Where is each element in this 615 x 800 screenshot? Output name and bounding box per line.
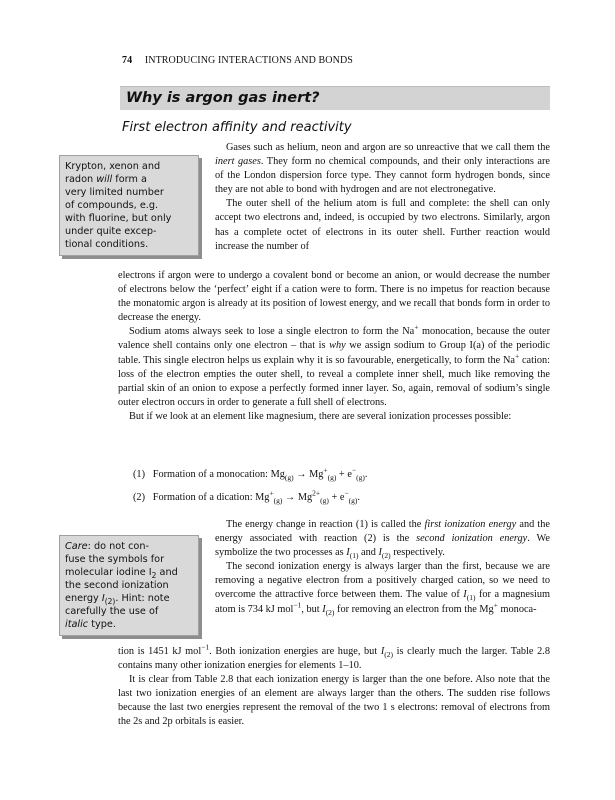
margin-note-care: Care: do not con- fuse the symbols for molecular iodine $I_2$ and the second ionization energy $I_{(2)}$. Hint: note carefully the use of italic type. bbox=[59, 535, 199, 636]
paragraph-outer-shell: The outer shell of the helium atom is full and complete: the shell can only accept two electrons and, indeed, is occupied by two electrons. Similarly, argon has a complete octet of electrons in its outer shell. Further reaction would increase the number of bbox=[215, 198, 550, 252]
running-header bbox=[122, 55, 353, 66]
paragraph-magnesium: But if we look at an element like magnesium, there are several ionization processes possible: bbox=[129, 410, 512, 422]
paragraph-table-2-8: It is clear from Table 2.8 that each ionization energy is larger than the one before. Also note that the last two ionization energies of an element are always larger than the others. The sudden rise follows because the last two energies represent the removal of the two 1 s electrons: removal of electrons from the 2s and 2p orbitals is easier. bbox=[118, 674, 550, 728]
body-text-block-1 bbox=[215, 141, 550, 254]
equation-1: (1) Formation of a monocation: $Mg_{(g)} \to Mg^+_{(g)} + e^-_{(g)}$. bbox=[133, 465, 368, 483]
paragraph-outer-shell-cont: electrons if argon were to undergo a covalent bond or become an anion, or would decrease the number of electrons below the ‘perfect’ eight if a cation were to form. There is no impetus for reaction because the monatomic argon is already at its position of lowest energy, and we recall that bonds form in order to decrease the energy. bbox=[118, 270, 550, 324]
section-title: Why is argon gas inert? bbox=[126, 90, 320, 106]
paragraph-second-ionization: The second ionization energy is always larger than the first, because we are removing a negative electron from a positively charged cation, so we need to overcome the attractive force between them. The value of $I_{(1)}$ for a magnesium atom is 734 kJ mol$^{-1}$, but $I_{(2)}$ for removing an electron from the Mg+ monoca- bbox=[215, 561, 550, 617]
paragraph-sodium: Sodium atoms always seek to lose a single electron to form the Na+ monocation, because the outer valence shell contains only one electron – that is why we assign sodium to Group I(a) of the periodic table. This single electron helps us explain why it is so favourable, energetically, to form the Na+ cation: loss of the electron empties the outer shell, to reveal a complete inner shell, much like removing the partial skin of an onion to expose a perfectly formed inner layer. So, again, removal of sodium’s single outer electron occurs in order to generate a full shell of electrons. bbox=[118, 322, 550, 408]
body-text-block-3 bbox=[215, 518, 550, 617]
body-text-block-4 bbox=[118, 642, 550, 730]
paragraph-second-ionization-cont: tion is 1451 kJ mol$^{-1}$. Both ionization energies are huge, but $I_{(2)}$ is clearly much the larger. Table 2.8 contains many other ionization energies for elements 1–10. bbox=[118, 642, 550, 672]
subsection-title: First electron affinity and reactivity bbox=[122, 120, 352, 135]
page-number: 74 bbox=[122, 55, 133, 66]
margin-note-krypton: Krypton, xenon and radon will form a very limited number of compounds, e.g. with fluorine, but only under quite excep- tional conditions. bbox=[59, 155, 199, 256]
body-text-block-2 bbox=[118, 269, 550, 424]
paragraph-ionization-energies: The energy change in reaction (1) is called the first ionization energy and the energy associated with reaction (2) is the second ionization energy. We symbolize the two processes as $I_{(1)}$ and $I_{(2)}$ respectively. bbox=[215, 519, 550, 561]
running-title: INTRODUCING INTERACTIONS AND BONDS bbox=[144, 55, 353, 66]
paragraph-inert-gases: Gases such as helium, neon and argon are so unreactive that we call them the inert gases. They form no chemical compounds, and their only interactions are of the London dispersion force type. They cannot form hydrogen bonds, since they are not able to bond with hydrogen and are not electronegative. bbox=[215, 142, 550, 196]
equation-2: (2) Formation of a dication: $Mg^+_{(g)} \to Mg^{2+}_{(g)} + e^-_{(g)}$. bbox=[133, 488, 360, 506]
section-title-bar bbox=[120, 86, 550, 110]
